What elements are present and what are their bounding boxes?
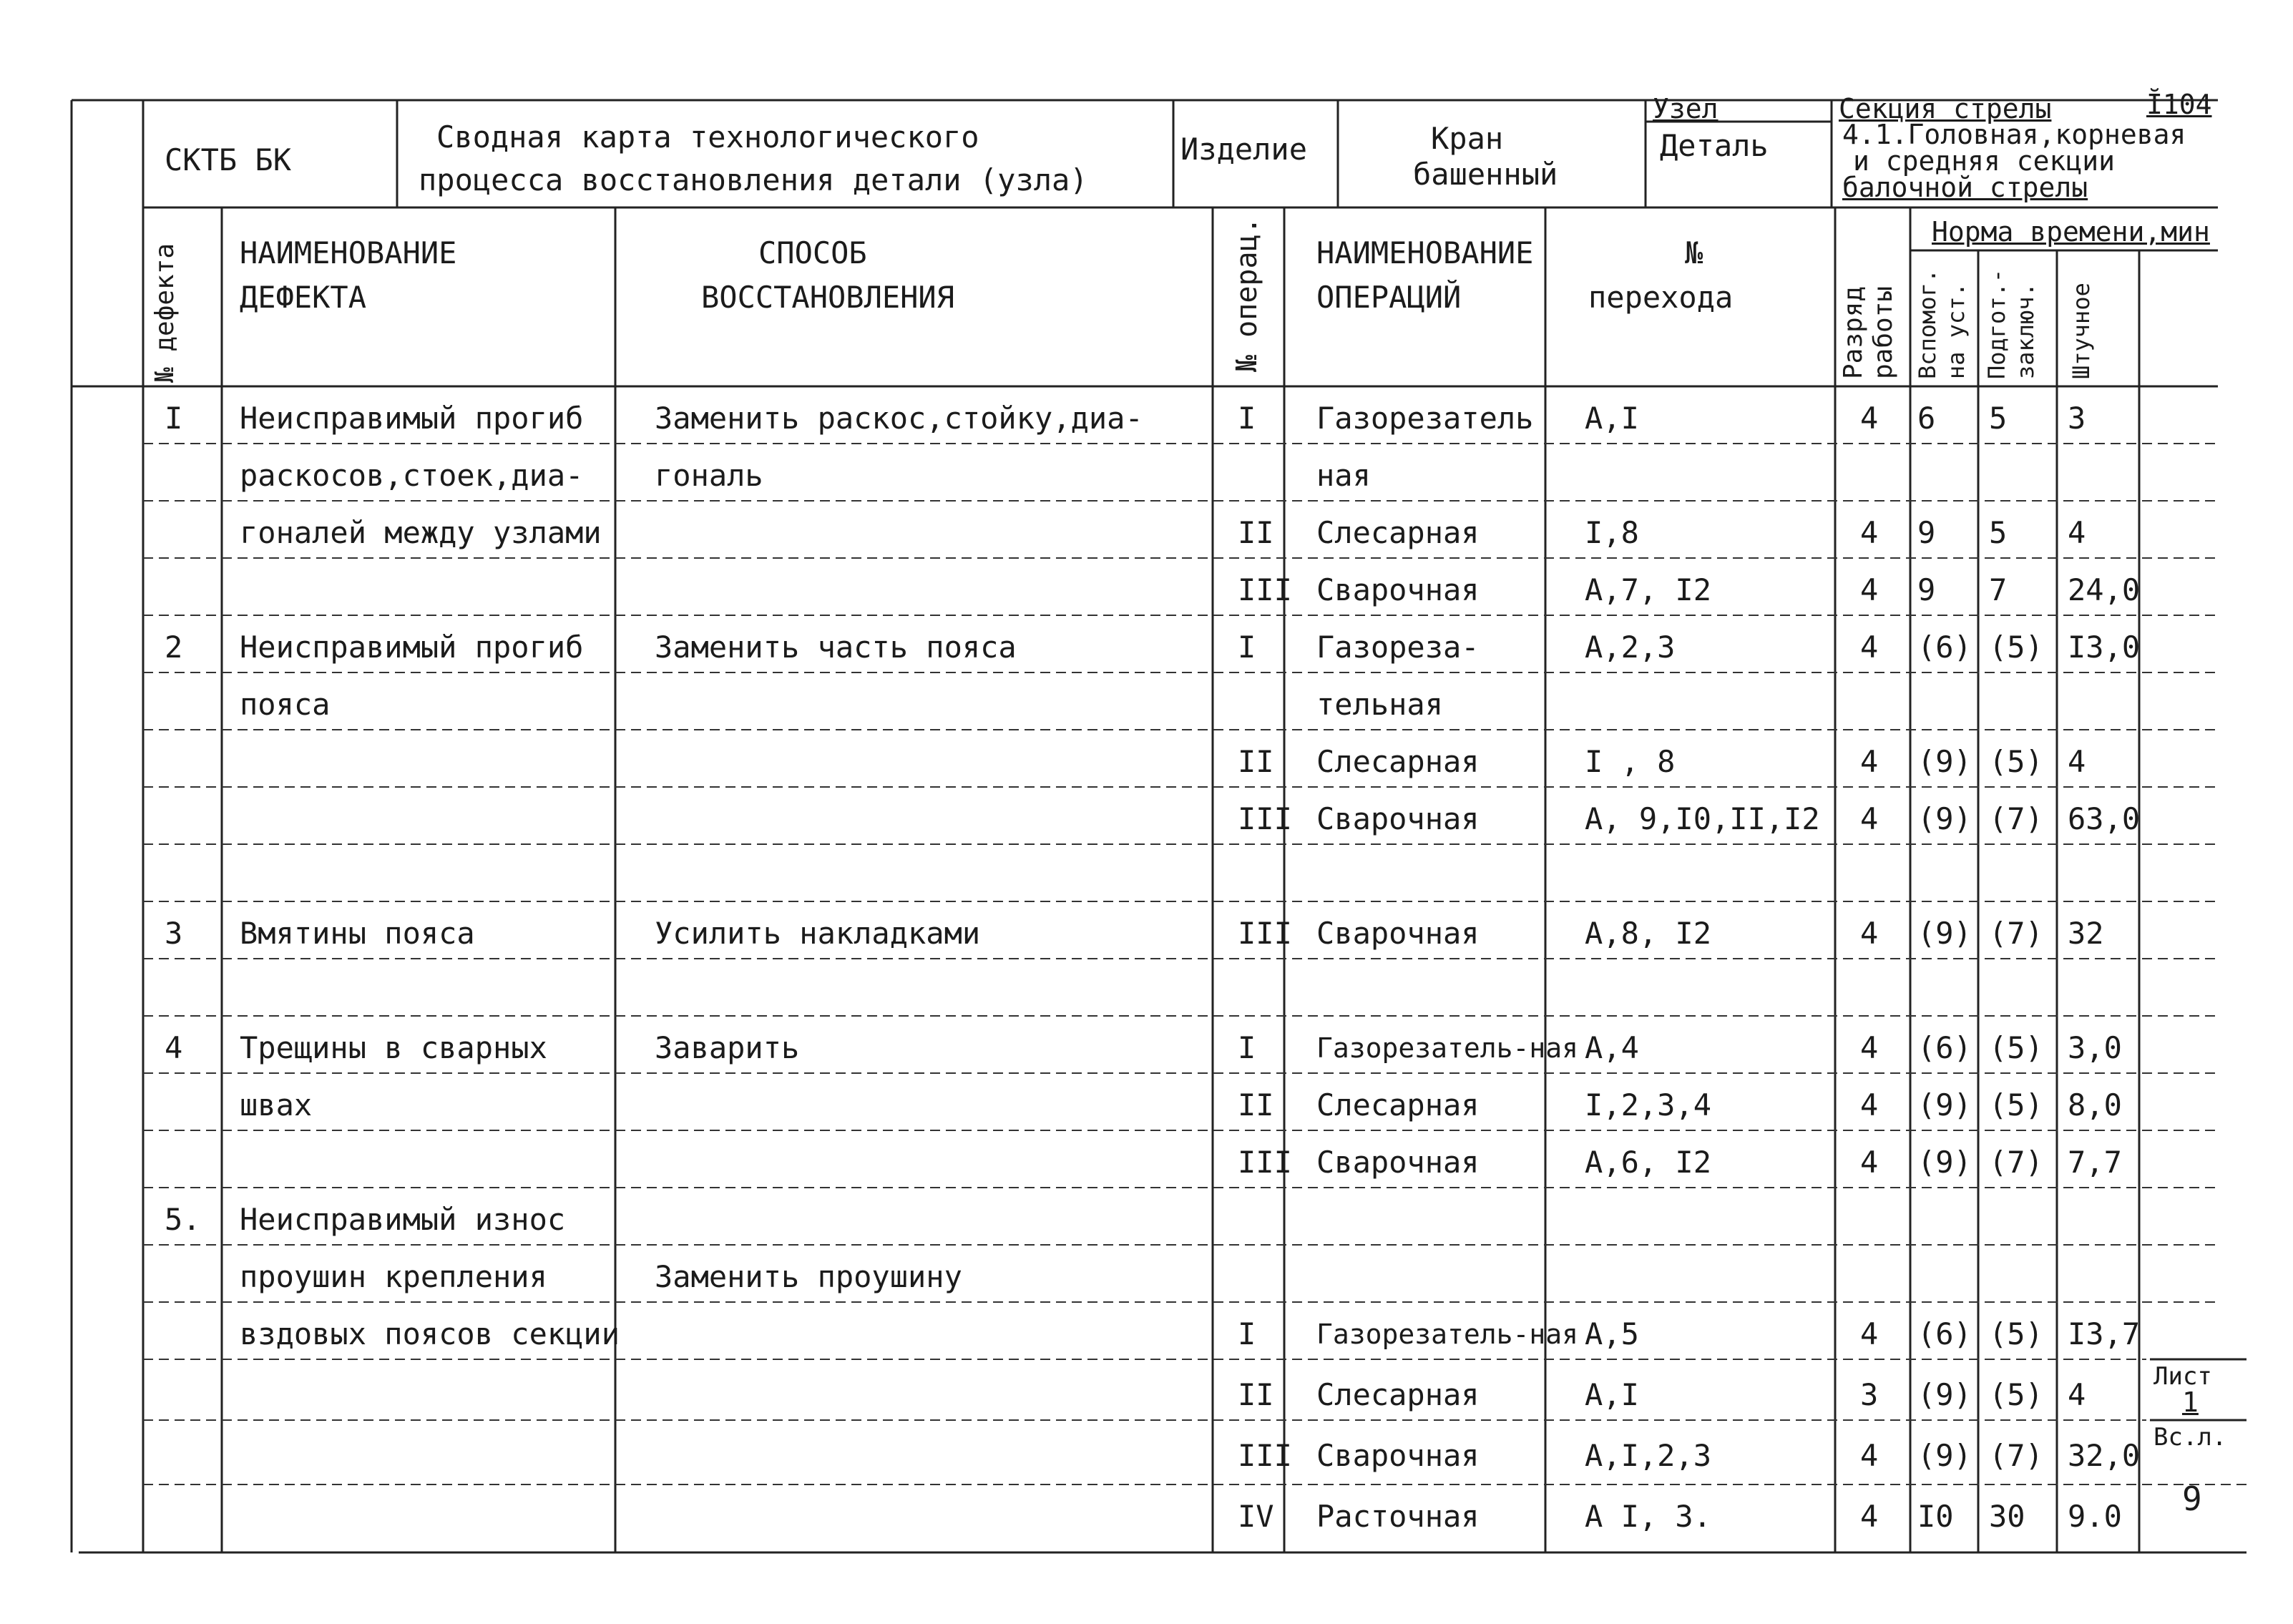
- cell-grade: 4: [1860, 1438, 1879, 1473]
- cell-defect-no: 4: [165, 1030, 183, 1065]
- cell-grade: 4: [1860, 1030, 1879, 1065]
- node-value: Секция стрелы: [1839, 93, 2052, 124]
- cell-piece-time: 4: [2068, 515, 2086, 550]
- header-defect-name-1: НАИМЕНОВАНИЕ: [240, 235, 457, 270]
- cell-piece-time: 4: [2068, 744, 2086, 779]
- header-aux-2: на уст.: [1942, 283, 1970, 379]
- cell-piece-time: 32: [2068, 916, 2104, 951]
- cell-defect-name: гоналей между узлами: [240, 515, 602, 550]
- cell-op-name: Сварочная: [1316, 1145, 1480, 1180]
- cell-prep-time: (5): [1989, 1087, 2043, 1122]
- cell-prep-time: (5): [1989, 630, 2043, 665]
- cell-aux-time: (6): [1917, 1316, 1972, 1351]
- cell-op-name: Газорезатель: [1316, 401, 1534, 436]
- cell-aux-time: 9: [1917, 572, 1936, 607]
- cell-defect-name: Неисправимый износ: [240, 1202, 566, 1237]
- cell-piece-time: 24,0: [2068, 572, 2141, 607]
- cell-transition: I , 8: [1585, 744, 1676, 779]
- cell-prep-time: (7): [1989, 1145, 2043, 1180]
- cell-op-no: III: [1238, 801, 1292, 836]
- cell-aux-time: I0: [1917, 1499, 1954, 1534]
- cell-op-no: II: [1238, 1377, 1274, 1412]
- org-name: СКТБ БК: [165, 142, 292, 177]
- cell-op-name: Сварочная: [1316, 1438, 1480, 1473]
- cell-op-name: Слесарная: [1316, 515, 1480, 550]
- header-op-no: № операц.: [1231, 217, 1263, 372]
- cell-transition: A,2,3: [1585, 630, 1676, 665]
- cell-prep-time: (5): [1989, 1030, 2043, 1065]
- cell-grade: 4: [1860, 1499, 1879, 1534]
- document-title-line-1: Сводная карта технологического: [436, 119, 979, 155]
- cell-transition: A,4: [1585, 1030, 1639, 1065]
- product-label: Изделие: [1180, 132, 1308, 167]
- cell-transition: A,I,2,3: [1585, 1438, 1712, 1473]
- cell-op-name: Слесарная: [1316, 744, 1480, 779]
- header-op-name-1: НАИМЕНОВАНИЕ: [1316, 235, 1534, 270]
- cell-method: Заменить часть пояса: [655, 630, 1017, 665]
- cell-op-name: Газореза-: [1316, 630, 1480, 665]
- cell-grade: 4: [1860, 515, 1879, 550]
- detail-value-2: и средняя секции: [1853, 145, 2116, 177]
- cell-grade: 4: [1860, 1145, 1879, 1180]
- cell-piece-time: 63,0: [2068, 801, 2141, 836]
- cell-piece-time: I3,0: [2068, 630, 2141, 665]
- node-label: Узел: [1653, 93, 1718, 124]
- cell-grade: 3: [1860, 1377, 1879, 1412]
- product-value-1: Кран: [1431, 121, 1504, 156]
- cell-aux-time: (9): [1917, 1438, 1972, 1473]
- cell-prep-time: (5): [1989, 744, 2043, 779]
- cell-aux-time: 6: [1917, 401, 1936, 436]
- cell-piece-time: 8,0: [2068, 1087, 2122, 1122]
- header-defect-name-2: ДЕФЕКТА: [240, 280, 367, 315]
- cell-grade: 4: [1860, 630, 1879, 665]
- cell-op-name: тельная: [1316, 687, 1444, 722]
- cell-piece-time: 3,0: [2068, 1030, 2122, 1065]
- cell-op-no: II: [1238, 1087, 1274, 1122]
- detail-value-1: 4.1.Головная,корневая: [1842, 119, 2186, 150]
- cell-defect-no: 3: [165, 916, 183, 951]
- cell-method: Усилить накладками: [655, 916, 981, 951]
- cell-piece-time: 4: [2068, 1377, 2086, 1412]
- header-prep-2: заключ.: [2012, 283, 2039, 379]
- cell-op-no: III: [1238, 1438, 1292, 1473]
- cell-op-no: III: [1238, 1145, 1292, 1180]
- cell-aux-time: (6): [1917, 630, 1972, 665]
- cell-prep-time: (5): [1989, 1377, 2043, 1412]
- sheet-label: Лист: [2153, 1362, 2212, 1391]
- cell-transition: I,2,3,4: [1585, 1087, 1712, 1122]
- header-time-norm: Норма времени,мин: [1932, 216, 2210, 248]
- cell-prep-time: (5): [1989, 1316, 2043, 1351]
- cell-op-no: III: [1238, 916, 1292, 951]
- cell-defect-name: Неисправимый прогиб: [240, 401, 584, 436]
- cell-aux-time: (9): [1917, 1087, 1972, 1122]
- cell-op-no: I: [1238, 1030, 1256, 1065]
- cell-piece-time: 32,0: [2068, 1438, 2141, 1473]
- header-method-1: СПОСОБ: [758, 235, 867, 270]
- cell-method: Заменить проушину: [655, 1259, 962, 1294]
- cell-aux-time: (9): [1917, 916, 1972, 951]
- cell-prep-time: 30: [1989, 1499, 2025, 1534]
- cell-transition: I,8: [1585, 515, 1639, 550]
- cell-aux-time: (9): [1917, 1377, 1972, 1412]
- cell-grade: 4: [1860, 1087, 1879, 1122]
- cell-defect-name: Трещины в сварных: [240, 1030, 547, 1065]
- cell-op-no: I: [1238, 401, 1256, 436]
- header-method-2: ВОССТАНОВЛЕНИЯ: [701, 280, 955, 315]
- header-piece: Штучное: [2068, 283, 2095, 379]
- sheet-value: 1: [2182, 1386, 2199, 1418]
- cell-grade: 4: [1860, 916, 1879, 951]
- cell-op-no: I: [1238, 630, 1256, 665]
- header-prep-1: Подгот.-: [1983, 268, 2010, 379]
- cell-prep-time: (7): [1989, 916, 2043, 951]
- detail-label: Деталь: [1660, 128, 1769, 163]
- cell-op-name: Сварочная: [1316, 916, 1480, 951]
- cell-method: гональ: [655, 458, 763, 493]
- cell-op-no: I: [1238, 1316, 1256, 1351]
- cell-op-name: Сварочная: [1316, 801, 1480, 836]
- cell-transition: A,6, I2: [1585, 1145, 1712, 1180]
- node-code: Ĭ104: [2146, 89, 2212, 120]
- cell-prep-time: (7): [1989, 801, 2043, 836]
- cell-aux-time: (9): [1917, 801, 1972, 836]
- cell-defect-name: вздовых поясов секции: [240, 1316, 620, 1351]
- cell-grade: 4: [1860, 801, 1879, 836]
- cell-method: Заменить раскос,стойку,диа-: [655, 401, 1143, 436]
- cell-grade: 4: [1860, 401, 1879, 436]
- cell-defect-name: Вмятины пояса: [240, 916, 475, 951]
- cell-transition: A,I: [1585, 1377, 1639, 1412]
- cell-op-name: Расточная: [1316, 1499, 1480, 1534]
- cell-transition: A I, 3.: [1585, 1499, 1712, 1534]
- cell-op-name: ная: [1316, 458, 1371, 493]
- product-value-2: башенный: [1413, 157, 1558, 192]
- cell-grade: 4: [1860, 744, 1879, 779]
- cell-transition: A,I: [1585, 401, 1639, 436]
- cell-transition: A,7, I2: [1585, 572, 1712, 607]
- cell-grade: 4: [1860, 572, 1879, 607]
- cell-defect-name: раскосов,стоек,диа-: [240, 458, 584, 493]
- cell-transition: A, 9,I0,II,I2: [1585, 801, 1820, 836]
- cell-method: Заварить: [655, 1030, 800, 1065]
- header-grade-2: работы: [1869, 285, 1898, 379]
- cell-op-no: III: [1238, 572, 1292, 607]
- cell-defect-name: швах: [240, 1087, 313, 1122]
- cell-prep-time: 5: [1989, 401, 2008, 436]
- cell-op-name: Сварочная: [1316, 572, 1480, 607]
- cell-piece-time: 9.0: [2068, 1499, 2122, 1534]
- cell-op-no: II: [1238, 515, 1274, 550]
- cell-op-name: Слесарная: [1316, 1377, 1480, 1412]
- cell-op-no: IV: [1238, 1499, 1274, 1534]
- cell-aux-time: (6): [1917, 1030, 1972, 1065]
- header-transition-1: №: [1685, 235, 1703, 270]
- cell-defect-name: Неисправимый прогиб: [240, 630, 584, 665]
- cell-aux-time: (9): [1917, 1145, 1972, 1180]
- cell-aux-time: (9): [1917, 744, 1972, 779]
- cell-piece-time: 7,7: [2068, 1145, 2122, 1180]
- header-op-name-2: ОПЕРАЦИЙ: [1316, 280, 1462, 315]
- cell-defect-name: пояса: [240, 687, 331, 722]
- cell-aux-time: 9: [1917, 515, 1936, 550]
- cell-defect-name: проушин крепления: [240, 1259, 547, 1294]
- cell-transition: A,5: [1585, 1316, 1639, 1351]
- cell-prep-time: (7): [1989, 1438, 2043, 1473]
- cell-op-no: II: [1238, 744, 1274, 779]
- header-defect-no: № дефекта: [150, 243, 180, 383]
- cell-op-name: Слесарная: [1316, 1087, 1480, 1122]
- cell-grade: 4: [1860, 1316, 1879, 1351]
- cell-op-name: Газорезатель-ная: [1316, 1319, 1579, 1350]
- document-title-line-2: процесса восстановления детали (узла): [419, 162, 1088, 197]
- cell-piece-time: I3,7: [2068, 1316, 2141, 1351]
- cell-piece-time: 3: [2068, 401, 2086, 436]
- cell-prep-time: 5: [1989, 515, 2008, 550]
- header-aux-1: Вспомог.: [1914, 268, 1941, 379]
- cell-defect-no: I: [165, 401, 183, 436]
- total-sheets-label: Вс.л.: [2153, 1423, 2227, 1452]
- cell-defect-no: 2: [165, 630, 183, 665]
- cell-prep-time: 7: [1989, 572, 2008, 607]
- header-transition-2: перехода: [1588, 280, 1734, 315]
- cell-defect-no: 5.: [165, 1202, 201, 1237]
- detail-value-3: балочной стрелы: [1842, 172, 2088, 203]
- cell-op-name: Газорезатель-ная: [1316, 1032, 1579, 1064]
- cell-transition: A,8, I2: [1585, 916, 1712, 951]
- header-grade-1: Разряд: [1839, 285, 1868, 379]
- total-sheets-value: 9: [2182, 1479, 2202, 1518]
